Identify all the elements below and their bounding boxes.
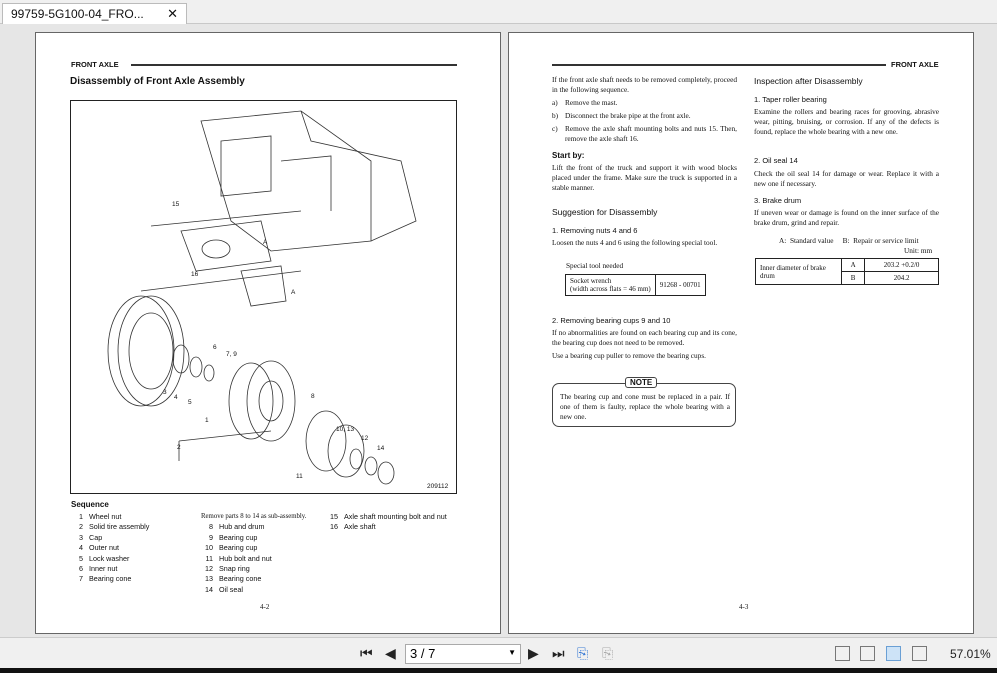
first-page-icon[interactable]: ⏮ — [360, 645, 373, 661]
header-rule — [552, 64, 886, 66]
last-page-icon[interactable]: ⏭ — [552, 645, 565, 661]
callout-label: 2 — [177, 444, 181, 451]
callout-label: 6 — [213, 344, 217, 351]
step-list: a) Remove the mast. b) Disconnect the brake pipe at the front axle. c) Remove the axle shaft mounting bolts and nuts 15. Then, remove the axle shaft 16. — [552, 98, 737, 143]
seq-item: 16 Axle shaft — [330, 522, 376, 532]
tool-label: Special tool needed — [566, 261, 624, 270]
intro-text: If the front axle shaft needs to be removed completely, proceed in the following sequence. — [552, 75, 737, 94]
previous-page-icon[interactable]: ◀ — [385, 645, 396, 661]
sub-assembly-note: Remove parts 8 to 14 as sub-assembly. — [201, 513, 307, 520]
dropdown-arrow-icon: ▼ — [508, 648, 516, 657]
note-label: NOTE — [625, 377, 657, 388]
rotate-back-icon[interactable]: ⎘ — [577, 645, 589, 661]
table-legend: A: Standard value B: Repair or service limit — [779, 236, 919, 245]
seq-item: 4 Outer nut — [79, 543, 119, 553]
seq-item: 5 Lock washer — [79, 553, 130, 563]
inspection-title: Inspection after Disassembly — [754, 76, 863, 86]
callout-label: 8 — [311, 393, 315, 400]
taskbar-edge — [0, 668, 997, 673]
inspection-2-title: 2. Oil seal 14 — [754, 156, 798, 165]
callout-label: 14 — [377, 445, 385, 452]
sequence-col-1 — [71, 512, 149, 585]
seq-item: 11 Hub bolt and nut — [205, 553, 272, 563]
two-page-view-icon[interactable] — [886, 646, 901, 661]
document-viewer[interactable] — [0, 24, 997, 637]
callout-label: 1 — [205, 417, 209, 424]
seq-item: 13 Bearing cone — [205, 574, 262, 584]
page-number: 4-2 — [260, 603, 270, 611]
seq-item: 10 Bearing cup — [205, 543, 258, 553]
callout-label: 10, 13 — [336, 426, 355, 433]
callout-label: 11 — [296, 473, 303, 480]
callout-label: 15 — [172, 201, 180, 208]
start-by-text: Lift the front of the truck and support it with wood blocks placed under the frame. Make sure the truck is supported in a stable manner. — [552, 163, 737, 192]
page-right — [508, 32, 974, 634]
inspection-3-text: If uneven wear or damage is found on the inner surface of the brake drum, grind and repair. — [754, 208, 939, 227]
unit-label: Unit: mm — [904, 246, 933, 255]
callout-label: 4 — [174, 394, 178, 401]
seq-item: 2 Solid tire assembly — [79, 522, 150, 532]
seq-item: 8 Hub and drum — [209, 522, 265, 532]
section-1-title: 1. Removing nuts 4 and 6 — [552, 226, 638, 235]
continuous-view-icon[interactable] — [860, 646, 875, 661]
tab-bar — [0, 0, 997, 24]
callout-label: 7, 9 — [226, 351, 237, 358]
running-header: FRONT AXLE — [71, 60, 119, 69]
brake-drum-table: Inner diameter of brake drum A 203.2 +0.2/0 B 204.2 — [755, 258, 939, 285]
section-2-text-2: Use a bearing cup puller to remove the bearing cups. — [552, 351, 706, 360]
seq-item: 6 Inner nut — [79, 564, 118, 574]
inspection-2-text: Check the oil seal 14 for damage or wear. Replace it with a new one if necessary. — [754, 169, 939, 188]
note-box — [552, 378, 736, 427]
section-2-title: 2. Removing bearing cups 9 and 10 — [552, 316, 671, 325]
page-title: Disassembly of Front Axle Assembly — [70, 76, 245, 87]
seq-item: 9 Bearing cup — [209, 532, 258, 542]
figure-number: 209112 — [427, 483, 449, 490]
axle-drawing — [71, 101, 456, 493]
callout-label: 16 — [191, 271, 199, 278]
sequence-col-2 — [201, 512, 306, 595]
zoom-level[interactable]: 57.01% — [950, 647, 991, 661]
callout-label: 12 — [361, 435, 369, 442]
document-tab[interactable] — [2, 3, 187, 24]
start-by-title: Start by: — [552, 151, 585, 160]
page-left — [35, 32, 501, 634]
sequence-title: Sequence — [71, 500, 109, 509]
rotate-forward-icon[interactable]: ⎘ — [602, 645, 614, 661]
callout-label: 5 — [188, 399, 192, 406]
inspection-1-title: 1. Taper roller bearing — [754, 95, 827, 104]
running-header: FRONT AXLE — [891, 60, 939, 69]
tool-table: Socket wrench (width across flats = 46 mm) 91268 - 00701 — [565, 274, 706, 296]
section-1-text: Loosen the nuts 4 and 6 using the following special tool. — [552, 238, 718, 247]
section-2-text: If no abnormalities are found on each bearing cup and its cone, the bearing cup does not need to be removed. — [552, 328, 737, 347]
seq-item: 12 Snap ring — [205, 564, 250, 574]
next-page-icon[interactable]: ▶ — [528, 645, 539, 661]
seq-item: 14 Oil seal — [205, 584, 243, 594]
two-page-continuous-view-icon[interactable] — [912, 646, 927, 661]
inspection-3-title: 3. Brake drum — [754, 196, 802, 205]
seq-item: 3 Cap — [79, 532, 103, 542]
bottom-toolbar — [0, 637, 997, 668]
note-text: The bearing cup and cone must be replaced in a pair. If one of them is faulty, replace the whole bearing with a new one. — [560, 392, 730, 421]
suggestion-title: Suggestion for Disassembly — [552, 207, 658, 217]
callout-label: A — [263, 239, 268, 246]
page-number: 4-3 — [739, 603, 749, 611]
exploded-diagram — [70, 100, 457, 494]
seq-item: 15 Axle shaft mounting bolt and nut — [330, 512, 447, 521]
callout-label: 3 — [163, 389, 167, 396]
inspection-1-text: Examine the rollers and bearing races for grooving, abrasive wear, pitting, bruising, or corrosion. If any of the defects is found, replace the whole bearing with a new one. — [754, 107, 939, 136]
sequence-col-3 — [326, 512, 456, 533]
seq-item: 1 Wheel nut — [79, 512, 122, 521]
single-page-view-icon[interactable] — [835, 646, 850, 661]
seq-item: 7 Bearing cone — [79, 574, 132, 584]
close-icon[interactable]: ✕ — [167, 6, 178, 21]
tab-title: 99759-5G100-04_FRO... — [11, 7, 144, 21]
header-rule — [131, 64, 457, 66]
callout-label: A — [291, 289, 296, 296]
page-selector[interactable]: 3 / 7 ▼ — [405, 644, 521, 664]
